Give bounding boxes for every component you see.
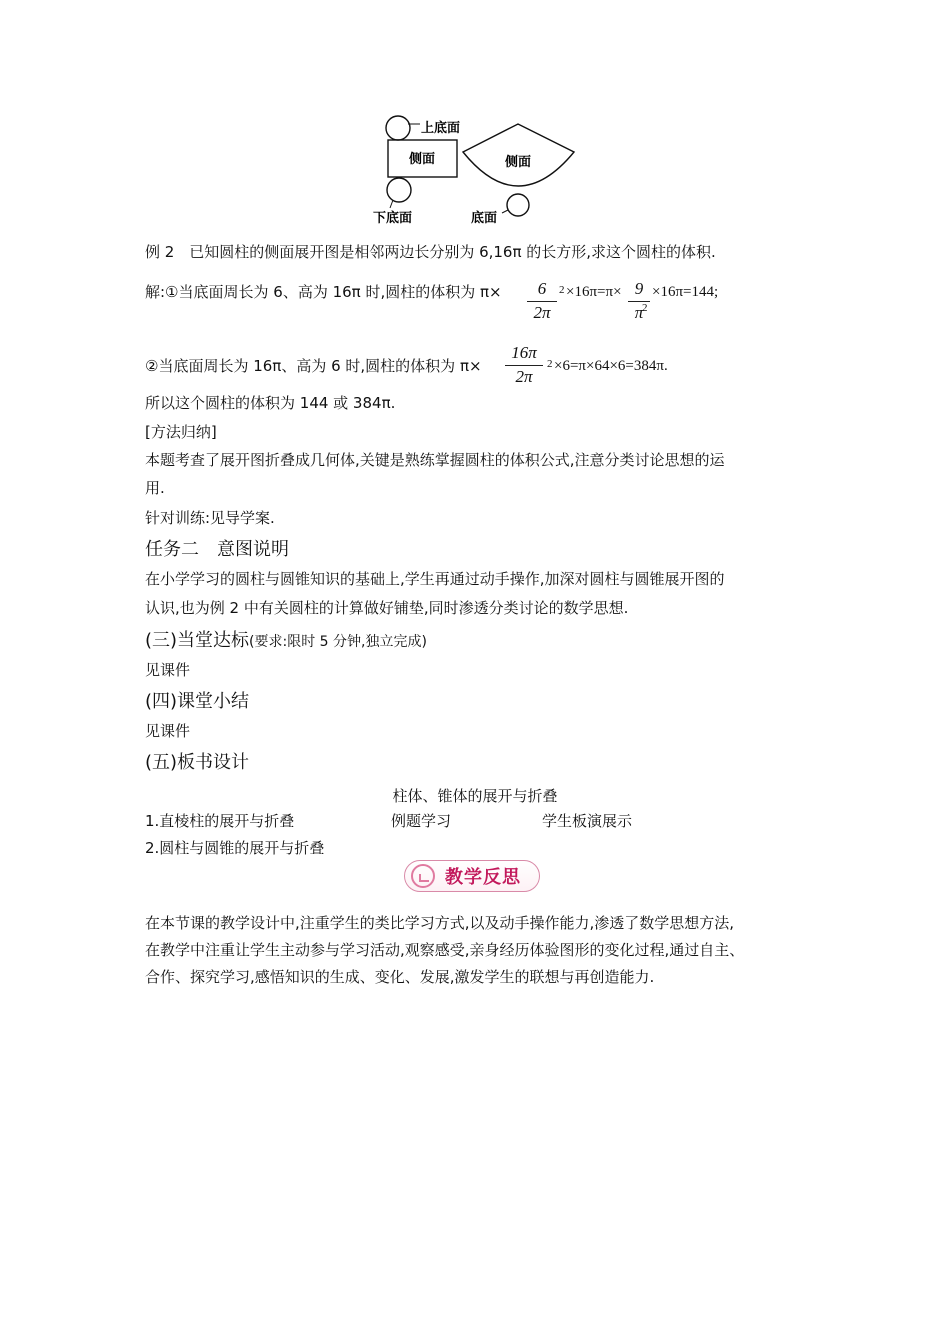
fraction-numerator: 6 — [537, 279, 547, 298]
label-base: 底面 — [471, 211, 498, 226]
task2-line-1: 在小学学习的圆柱与圆锥知识的基础上,学生再通过动手操作,加深对圆柱与圆锥展开图的 — [145, 570, 725, 588]
solution-2-fraction — [505, 343, 543, 387]
example-conclusion: 所以这个圆柱的体积为 144 或 384π. — [145, 394, 396, 412]
reflection-line-3: 合作、探究学习,感悟知识的生成、变化、发展,激发学生的联想与再创造能力. — [145, 968, 655, 986]
bottom-base-circle — [387, 178, 411, 202]
board-title: 柱体、锥体的展开与折叠 — [392, 787, 558, 805]
cone-base-leader — [502, 210, 508, 213]
board-item-1-col2: 例题学习 — [391, 812, 452, 830]
solution-1-fraction-2 — [628, 279, 650, 323]
section3-heading: (三)当堂达标 — [145, 630, 250, 651]
fraction-denominator: π — [634, 303, 644, 322]
section3-heading-line — [145, 632, 427, 650]
practice-note: 针对训练:见导学案. — [145, 509, 275, 527]
task2-line-2: 认识,也为例 2 中有关圆柱的计算做好铺垫,同时渗透分类讨论的数学思想. — [145, 599, 629, 617]
solution-2-exponent: 2 — [547, 358, 553, 370]
example-title: 例 2 已知圆柱的侧面展开图是相邻两边长分别为 6,16π 的长方形,求这个圆柱的体积. — [145, 243, 716, 261]
section4-body: 见课件 — [145, 722, 191, 740]
reflection-badge — [404, 860, 540, 892]
label-bottom-base: 下底面 — [373, 211, 413, 226]
section3-note: (要求:限时 5 分钟,独立完成) — [249, 634, 427, 650]
solution-1-exponent: 2 — [559, 284, 565, 296]
board-item-1-col3: 学生板演展示 — [542, 812, 633, 830]
fraction-bar — [505, 365, 543, 366]
solution-2-suffix: ×6=π×64×6=384π. — [554, 358, 668, 374]
top-base-circle — [386, 116, 410, 140]
fraction-numerator: 9 — [634, 279, 644, 298]
reflection-line-1: 在本节课的教学设计中,注重学生的类比学习方式,以及动手操作能力,渗透了数学思想方法, — [145, 914, 735, 932]
reflection-line-2: 在教学中注重让学生主动参与学习活动,观察感受,亲身经历体验图形的变化过程,通过自主、 — [145, 941, 745, 959]
reflection-badge-label: 教学反思 — [445, 867, 521, 888]
fraction-denominator: 2π — [533, 303, 551, 322]
fraction-numerator: 16π — [511, 343, 537, 362]
method-heading: [方法归纳] — [145, 423, 217, 441]
task2-heading: 任务二 意图说明 — [145, 539, 289, 560]
fraction-denominator: 2π — [515, 367, 533, 386]
solution-2-prefix: ②当底面周长为 16π、高为 6 时,圆柱的体积为 π× — [145, 357, 482, 375]
label-side-sector: 侧面 — [505, 155, 532, 170]
solution-1-fraction-2-exponent: 2 — [642, 302, 648, 314]
reflection-icon — [411, 864, 435, 888]
unfolding-diagram — [0, 0, 950, 240]
cone-base-circle — [507, 194, 529, 216]
method-line-2: 用. — [145, 479, 165, 497]
label-side-rect: 侧面 — [409, 152, 436, 167]
section5-heading: (五)板书设计 — [145, 752, 250, 773]
board-item-1: 1.直棱柱的展开与折叠 — [145, 812, 295, 830]
fraction-bar — [527, 301, 557, 302]
board-item-2: 2.圆柱与圆锥的展开与折叠 — [145, 839, 325, 857]
section3-body: 见课件 — [145, 661, 191, 679]
solution-1-prefix: 解:①当底面周长为 6、高为 16π 时,圆柱的体积为 π× — [145, 283, 502, 301]
solution-1-mid: ×16π=π× — [566, 284, 622, 300]
section4-heading: (四)课堂小结 — [145, 691, 250, 712]
method-line-1: 本题考查了展开图折叠成几何体,关键是熟练掌握圆柱的体积公式,注意分类讨论思想的运 — [145, 451, 725, 469]
bottom-base-leader — [390, 200, 393, 208]
label-top-base: 上底面 — [421, 121, 461, 136]
solution-1-fraction-1 — [527, 279, 557, 323]
solution-1-suffix: ×16π=144; — [652, 284, 719, 300]
